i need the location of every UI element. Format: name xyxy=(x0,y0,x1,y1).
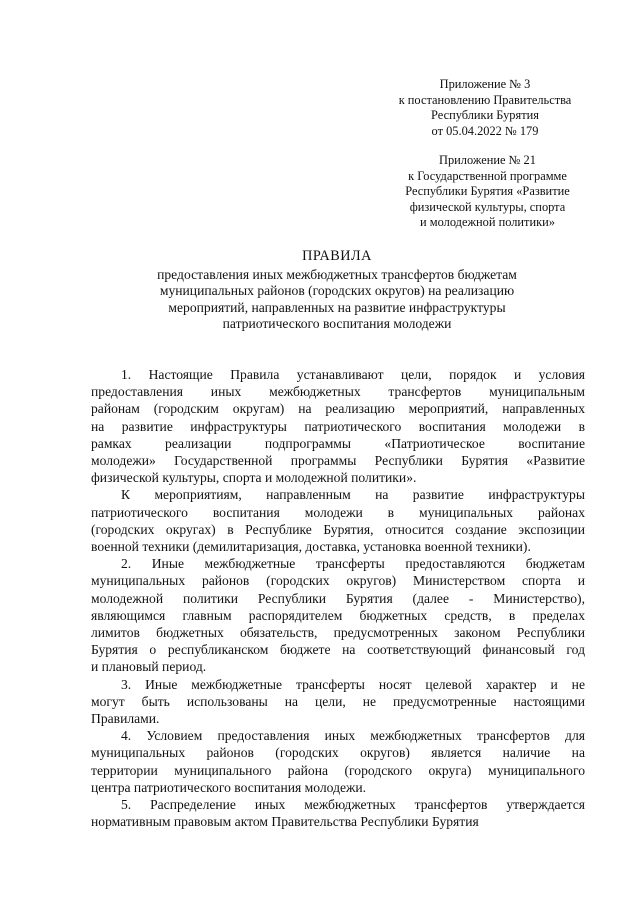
document-title xyxy=(90,248,584,333)
paragraph-line: военной техники (демилитаризация, доставка, установка военной техники). xyxy=(91,539,531,555)
paragraph-6 xyxy=(91,796,585,830)
annex-line: и молодежной политики» xyxy=(420,215,555,229)
paragraph-line: предоставления иных межбюджетных трансфертов муниципальным xyxy=(91,384,585,400)
annex-21-header xyxy=(370,153,605,231)
annex-line: к Государственной программе xyxy=(408,168,567,183)
paragraph-line: (городских округах) в Республике Бурятия, относится создание экспозиции xyxy=(91,521,585,537)
title-heading: ПРАВИЛА xyxy=(302,248,372,264)
paragraph-line: К мероприятиям, направленным на развитие инфраструктуры xyxy=(121,487,585,503)
paragraph-line: Бурятия о республиканском бюджете на соответствующий финансовый год xyxy=(91,642,585,658)
title-line: муниципальных районов (городских округов) на реализацию xyxy=(159,283,515,298)
annex-line: от 05.04.2022 № 179 xyxy=(431,123,539,138)
paragraph-line: лимитов бюджетных обязательств, предусмотренных законом Республики xyxy=(91,625,585,641)
paragraph-line: 3. Иные межбюджетные трансферты носят целевой характер и не xyxy=(121,676,585,692)
paragraph-line: молодежи» Государственной программы Республики Бурятия «Развитие xyxy=(91,453,585,469)
paragraph-line: патриотического воспитания молодежи в муниципальных районах xyxy=(91,504,585,520)
paragraph-line: 4. Условием предоставления иных межбюджетных трансфертов для xyxy=(121,728,585,744)
paragraph-line: могут быть использованы на цели, не предусмотренные настоящими xyxy=(91,693,585,709)
annex-line: к постановлению Правительства xyxy=(398,92,572,107)
title-line: мероприятий, направленных на развитие инфраструктуры xyxy=(168,299,506,315)
paragraph-line: рамках реализации подпрограммы «Патриотическое воспитание xyxy=(91,435,585,451)
paragraph-3 xyxy=(91,555,585,675)
annex-line: Республики Бурятия «Развитие xyxy=(405,184,570,198)
paragraph-line: Правилами. xyxy=(91,711,160,727)
paragraph-1 xyxy=(91,366,585,486)
annex-line: Республики Бурятия xyxy=(431,108,539,122)
annex-line: Приложение № 21 xyxy=(439,153,536,167)
paragraph-line: 1. Настоящие Правила устанавливают цели, порядок и условия xyxy=(121,367,585,382)
paragraph-line: муниципальных районов (городских округов) Министерством спорта и xyxy=(91,573,585,589)
paragraph-4 xyxy=(91,676,585,728)
paragraph-line: центра патриотического воспитания молодежи. xyxy=(91,779,367,795)
paragraph-line: являющимся главным распорядителем бюджетных средств, в пределах xyxy=(91,607,585,623)
title-line: предоставления иных межбюджетных трансфертов бюджетам xyxy=(157,266,517,282)
document-body xyxy=(91,366,585,830)
paragraph-line: и плановый период. xyxy=(91,659,207,675)
paragraph-2 xyxy=(91,486,585,555)
paragraph-line: нормативным правовым актом Правительства Республики Бурятия xyxy=(91,814,479,830)
paragraph-line: молодежной политики Республики Бурятия (далее - Министерство), xyxy=(91,590,585,606)
paragraph-line: территории муниципального района (городского округа) муниципального xyxy=(91,762,585,778)
title-subtitle xyxy=(90,267,584,333)
paragraph-line: 5. Распределение иных межбюджетных трансфертов утверждается xyxy=(121,797,585,813)
paragraph-line: 2. Иные межбюджетные трансферты предоставляются бюджетам xyxy=(121,556,585,572)
annex-3-header xyxy=(360,77,610,139)
annex-line: Приложение № 3 xyxy=(439,77,531,91)
paragraph-line: физической культуры, спорта и молодежной политики». xyxy=(91,470,417,486)
paragraph-line: на развитие инфраструктуры патриотического воспитания молодежи в xyxy=(91,418,585,434)
title-line: патриотического воспитания молодежи xyxy=(222,316,452,331)
annex-line: физической культуры, спорта xyxy=(409,199,566,214)
paragraph-line: районам (городским округам) на реализацию мероприятий, направленных xyxy=(91,401,585,417)
paragraph-5 xyxy=(91,727,585,796)
paragraph-line: муниципальных районов (городских округов) является наличие на xyxy=(91,745,585,761)
